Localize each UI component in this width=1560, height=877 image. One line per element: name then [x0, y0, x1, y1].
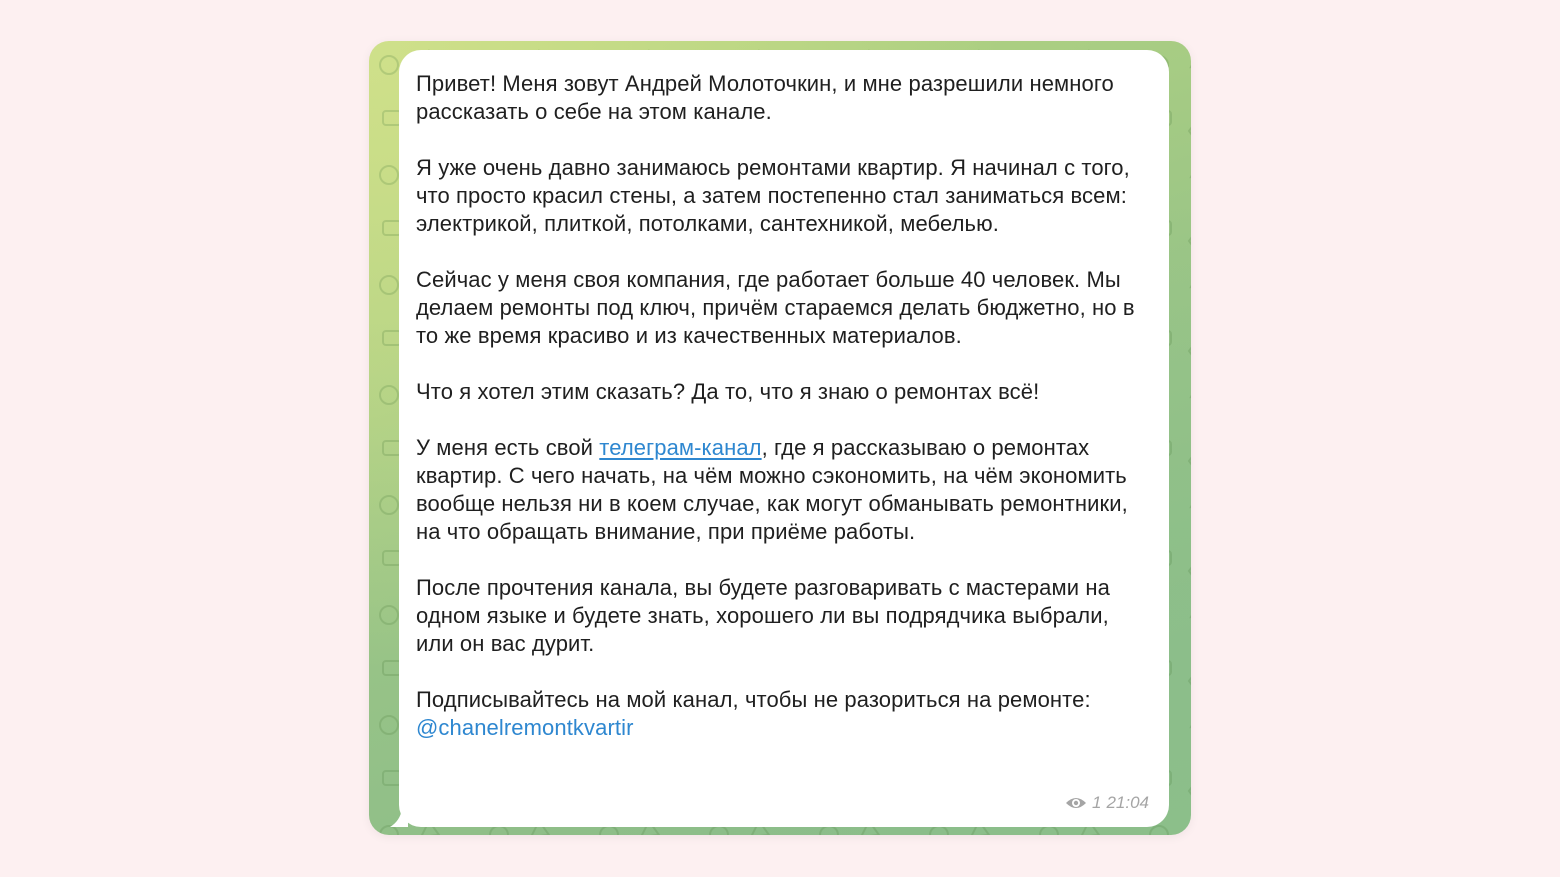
paragraph-text-after-link: , где я рассказываю о ремонтах квартир. С чего начать, на чём можно сэкономить, на чём экономить вообще нельзя ни в коем случае, как могут обманывать ремонтники, на что обращать внимание, при приёме работы. — [416, 435, 1128, 544]
message-bubble[interactable] — [399, 50, 1169, 827]
channel-mention-link[interactable]: @chanelremontkvartir — [416, 715, 634, 740]
message-paragraph: Сейчас у меня своя компания, где работает больше 40 человек. Мы делаем ремонты под ключ, причём стараемся делать бюджетно, но в то же время красиво и из качественных материалов. — [416, 267, 1135, 348]
message-time: 21:04 — [1106, 793, 1149, 812]
message-paragraph: Я уже очень давно занимаюсь ремонтами квартир. Я начинал с того, что просто красил стены, а затем постепенно стал заниматься всем: электрикой, плиткой, потолками, сантехникой, мебелью. — [416, 155, 1130, 236]
eye-icon — [1065, 796, 1087, 810]
subscribe-call-text: Подписывайтесь на мой канал, чтобы не разориться на ремонте: — [416, 687, 1091, 712]
message-paragraph: Что я хотел этим сказать? Да то, что я знаю о ремонтах всё! — [416, 379, 1040, 404]
message-paragraph-with-link — [416, 434, 1151, 546]
message-meta — [1065, 793, 1149, 813]
message-paragraph-cta — [416, 686, 1151, 742]
message-paragraph: Привет! Меня зовут Андрей Молоточкин, и мне разрешили немного рассказать о себе на этом канале. — [416, 71, 1114, 124]
chat-window — [369, 41, 1191, 835]
message-paragraph: После прочтения канала, вы будете разговаривать с мастерами на одном языке и будете знать, хорошего ли вы подрядчика выбрали, или он вас дурит. — [416, 575, 1110, 656]
telegram-channel-link[interactable]: телеграм-канал — [599, 435, 762, 460]
message-text — [416, 70, 1151, 742]
view-count: 1 — [1091, 793, 1102, 812]
paragraph-text-before-link: У меня есть свой — [416, 435, 600, 460]
